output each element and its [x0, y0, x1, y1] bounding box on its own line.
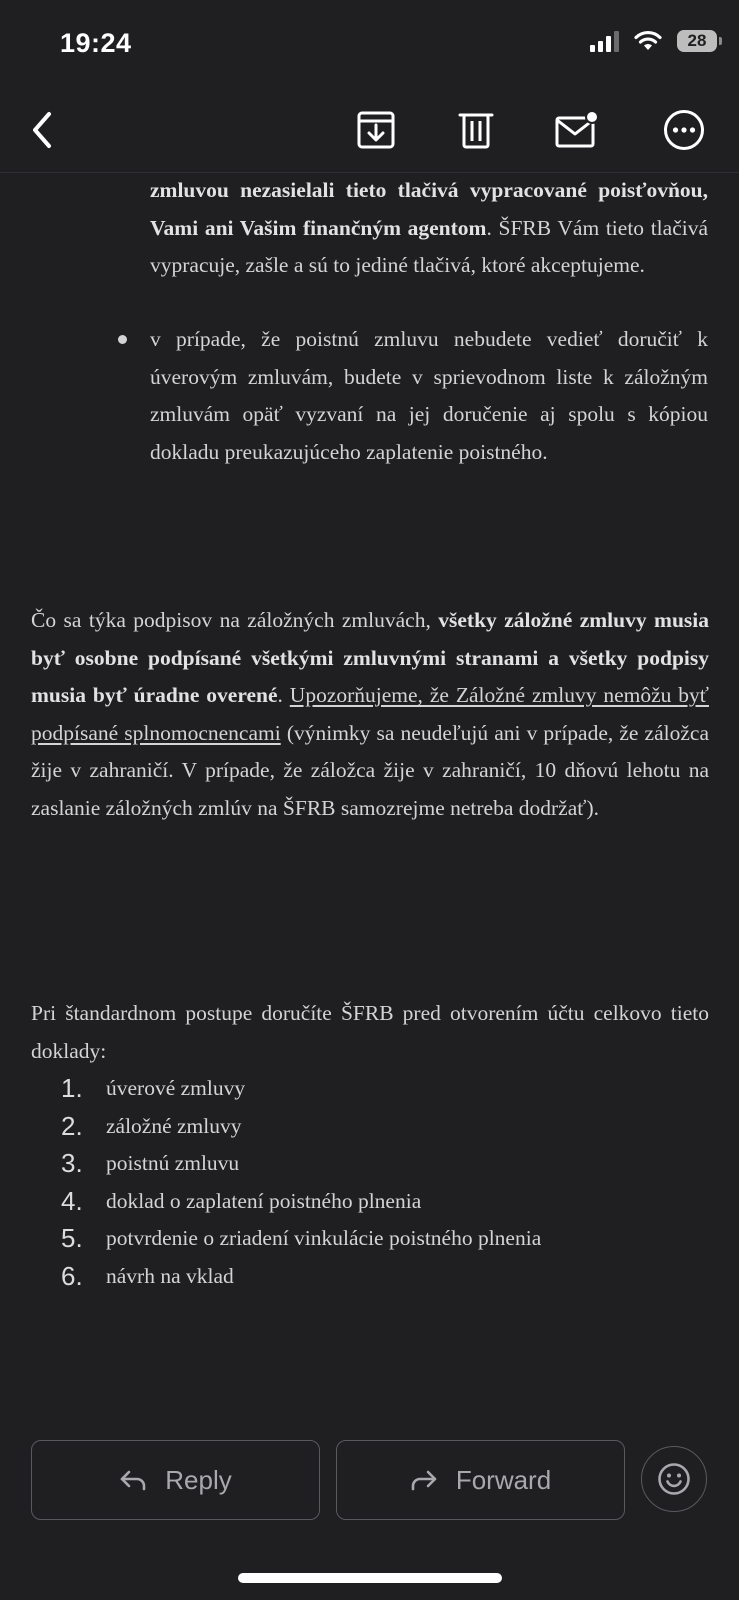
signatures-text-2: . [277, 683, 290, 707]
signatures-bold-text: všetky záložné zmluvy musia byť osobne podpísané všetkými zmluvnými stranami a všetky podpisy musia byť úradne overené [31, 608, 709, 707]
paragraph-documents: Pri štandardnom postupe doručíte ŠFRB pred otvorením účtu celkovo tieto doklady: [31, 1001, 709, 1063]
more-button[interactable] [660, 106, 708, 154]
wifi-icon [633, 30, 663, 52]
list-item-text: návrh na vklad [106, 1263, 234, 1288]
forward-label: Forward [455, 1464, 552, 1495]
list-item-number: 2. [61, 1110, 83, 1141]
list-item-text: poistnú zmluvu [106, 1151, 240, 1175]
trash-icon [458, 110, 494, 150]
archive-button[interactable] [352, 106, 400, 154]
mark-unread-button[interactable] [553, 106, 601, 154]
home-indicator[interactable] [238, 1573, 502, 1583]
status-icons [590, 30, 717, 52]
list-item-number: 5. [61, 1223, 83, 1253]
battery-level: 28 [687, 31, 707, 50]
signatures-text-1: Čo sa týka podpisov na záložných zmluvách, [31, 608, 439, 632]
forward-button[interactable] [336, 1440, 625, 1520]
mark-unread-icon [554, 110, 600, 150]
forward-arrow-icon [410, 1469, 438, 1491]
documents-list [31, 1070, 709, 1295]
list-item-number: 1. [61, 1073, 83, 1103]
bullet-normal-text: . ŠFRB Vám tieto tlačivá vypracuje, zašle a sú to jediné tlačivá, ktoré akceptujeme. [150, 215, 709, 277]
list-item [31, 1258, 709, 1296]
back-button[interactable] [18, 106, 66, 154]
reply-arrow-icon [119, 1469, 147, 1491]
status-time: 19:24 [60, 28, 132, 58]
list-item [31, 1183, 709, 1221]
list-item [31, 1108, 709, 1146]
list-item [31, 1145, 709, 1183]
list-item-text: záložné zmluvy [106, 1113, 242, 1138]
more-icon [663, 109, 705, 151]
list-item-number: 3. [61, 1148, 83, 1178]
list-item [31, 1070, 709, 1108]
list-item-text: potvrdenie o zriadení vinkulácie poistného plnenia [106, 1226, 542, 1250]
bullet-item-continued [150, 172, 708, 285]
status-bar [0, 0, 739, 90]
bullet-item-insurance: v prípade, že poistnú zmluvu nebudete vedieť doručiť k úverovým zmluvám, budete v sprievodnom liste k záložným zmluvám opäť vyzvaní na jej doručenie aj spolu s kópiou dokladu preukazujúceho zaplatenie poistného. [150, 327, 708, 464]
email-body [0, 172, 739, 1402]
bullet-dot [118, 335, 127, 344]
emoji-reaction-icon [657, 1462, 691, 1496]
paragraph-signatures [31, 602, 709, 827]
list-item-number: 6. [61, 1260, 83, 1291]
signatures-text-3: (výnimky sa neudeľujú ani v prípade, že záložca žije v zahraničí. V prípade, že záložca žije v zahraničí, 10 dňovú lehotu na zaslanie záložných zmlúv na ŠFRB samozrejme netreba dodržať). [31, 720, 709, 820]
list-item [31, 1220, 709, 1258]
emoji-reaction-button[interactable] [641, 1446, 707, 1512]
list-item-text: úverové zmluvy [106, 1076, 246, 1100]
bullet-bold-text: zmluvou nezasielali tieto tlačivá vypracované poisťovňou, Vami ani Vašim finančným agentom [150, 178, 708, 240]
delete-button[interactable] [452, 106, 500, 154]
list-item-number: 4. [61, 1185, 83, 1216]
reply-label: Reply [165, 1464, 232, 1495]
email-toolbar [0, 90, 739, 173]
cellular-signal-icon [590, 30, 619, 52]
list-item-text: doklad o zaplatení poistného plnenia [106, 1188, 422, 1213]
reply-button[interactable] [31, 1440, 320, 1520]
back-chevron-icon [27, 110, 57, 150]
archive-icon [356, 110, 396, 150]
signatures-underlined-text: Upozorňujeme, že Záložné zmluvy nemôžu byť podpísané splnomocnencami [31, 683, 709, 745]
battery-icon [677, 30, 717, 52]
